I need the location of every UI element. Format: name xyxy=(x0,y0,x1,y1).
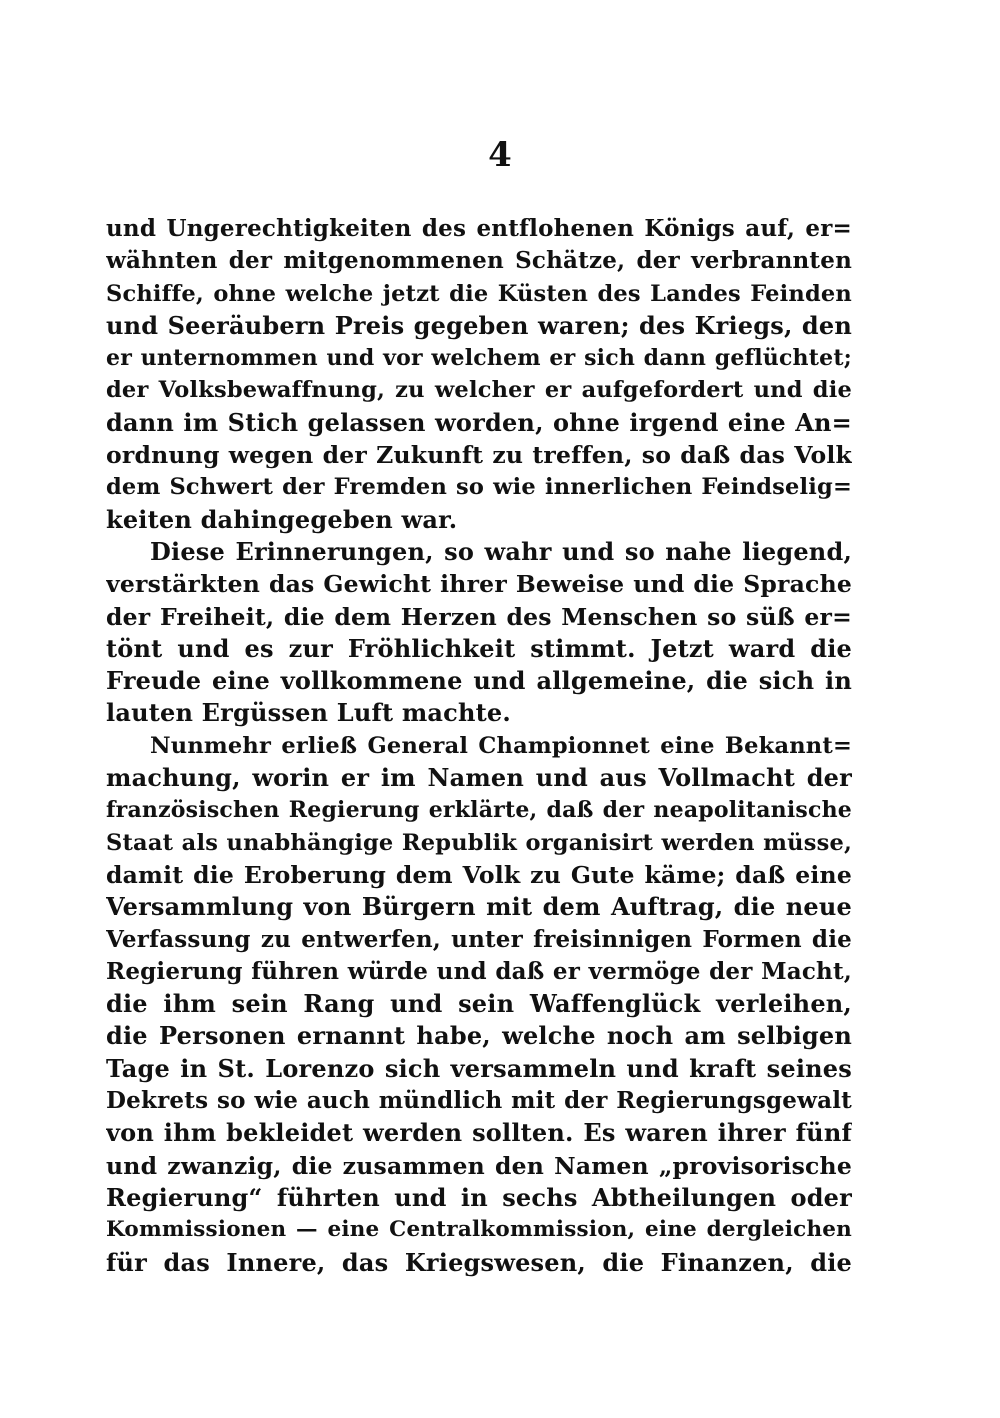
text-line: lauten Ergüssen Luft machte. xyxy=(106,698,511,728)
text-line: für das Innere, das Kriegswesen, die Finanzen, die xyxy=(106,1247,852,1277)
text-line: und Ungerechtigkeiten des entflohenen Königs auf, er= xyxy=(106,215,852,242)
text-line: französischen Regierung erklärte, daß der neapolitanische xyxy=(106,797,852,824)
text-line: Tage in St. Lorenzo sich versammeln und kraft seines xyxy=(106,1053,852,1083)
text-line: verstärkten das Gewicht ihrer Beweise und die Sprache xyxy=(106,570,852,599)
text-line: der Freiheit, die dem Herzen des Menschen so süß er= xyxy=(106,602,852,631)
text-line: Staat als unabhängige Republik organisirt werden müsse, xyxy=(106,829,852,856)
text-line: Diese Erinnerungen, so wahr und so nahe liegend, xyxy=(150,536,852,566)
text-line: ordnung wegen der Zukunft zu treffen, so daß das Volk xyxy=(106,441,852,470)
text-line: Nunmehr erließ General Championnet eine Bekannt= xyxy=(150,732,852,759)
text-line: damit die Eroberung dem Volk zu Gute käme; daß eine xyxy=(106,860,852,889)
text-line: dann im Stich gelassen worden, ohne irgend eine An= xyxy=(106,407,852,437)
text-line: er unternommen und vor welchem er sich dann geflüchtet; xyxy=(106,345,852,372)
text-line: von ihm bekleidet werden sollten. Es waren ihrer fünf xyxy=(106,1118,852,1148)
text-line: machung, worin er im Namen und aus Vollmacht der xyxy=(106,763,852,793)
text-line: Freude eine vollkommene und allgemeine, die sich in xyxy=(106,666,852,696)
text-line: Regierung führen würde und daß er vermöge der Macht, xyxy=(106,957,852,985)
text-line: tönt und es zur Fröhlichkeit stimmt. Jetzt ward die xyxy=(106,633,852,663)
text-line: die Personen ernannt habe, welche noch am selbigen xyxy=(106,1021,852,1051)
text-line: und zwanzig, die zusammen den Namen „provisorische xyxy=(106,1151,852,1180)
text-line: die ihm sein Rang und sein Waffenglück verleihen, xyxy=(106,989,852,1019)
text-line: Schiffe, ohne welche jetzt die Küsten des Landes Feinden xyxy=(106,280,852,307)
text-line: Verfassung zu entwerfen, unter freisinnigen Formen die xyxy=(106,925,852,953)
text-line: dem Schwert der Fremden so wie innerlichen Feindselig= xyxy=(106,474,852,501)
body-text xyxy=(106,213,852,1279)
text-line: und Seeräubern Preis gegeben waren; des Kriegs, den xyxy=(106,310,852,340)
text-line: Dekrets so wie auch mündlich mit der Regierungsgewalt xyxy=(106,1087,852,1115)
text-line: keiten dahingegeben war. xyxy=(106,504,458,534)
text-line: Kommissionen — eine Centralkommission, eine dergleichen xyxy=(106,1217,852,1243)
text-line: wähnten der mitgenommenen Schätze, der verbrannten xyxy=(106,247,852,275)
text-line: Regierung“ führten und in sechs Abtheilungen oder xyxy=(106,1182,852,1212)
text-line: der Volksbewaffnung, zu welcher er aufgefordert und die xyxy=(106,377,852,404)
text-line: Versammlung von Bürgern mit dem Auftrag, die neue xyxy=(106,892,852,922)
page-number: 4 xyxy=(488,135,512,175)
